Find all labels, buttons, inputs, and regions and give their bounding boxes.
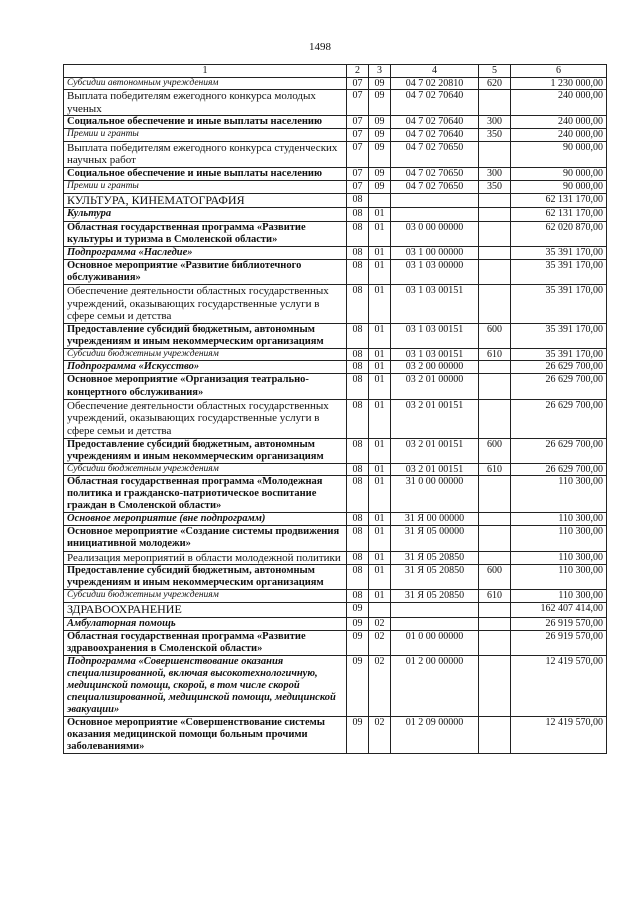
row-target-cell: 03 2 01 00000 — [391, 374, 479, 399]
row-type-cell — [479, 374, 511, 399]
row-target-cell: 31 Я 05 00000 — [391, 526, 479, 551]
row-type-cell: 600 — [479, 565, 511, 590]
table-row — [64, 193, 607, 208]
table-row — [64, 717, 607, 754]
row-amount-cell: 90 000,00 — [511, 141, 607, 167]
row-section-cell: 08 — [347, 221, 369, 246]
table-row — [64, 361, 607, 374]
row-subsection-cell: 01 — [369, 323, 391, 348]
row-type-cell: 610 — [479, 590, 511, 603]
table-row — [64, 630, 607, 655]
column-header-type: 5 — [479, 65, 511, 78]
table-row — [64, 602, 607, 617]
row-subsection-cell: 09 — [369, 116, 391, 129]
row-target-cell: 04 7 02 70640 — [391, 90, 479, 116]
row-section-cell: 09 — [347, 630, 369, 655]
row-target-cell: 03 2 01 00151 — [391, 463, 479, 476]
row-type-cell — [479, 602, 511, 617]
row-section-cell: 08 — [347, 361, 369, 374]
table-row — [64, 565, 607, 590]
row-target-cell: 31 0 00 00000 — [391, 476, 479, 513]
row-amount-cell: 26 919 570,00 — [511, 617, 607, 630]
row-amount-cell: 26 919 570,00 — [511, 630, 607, 655]
row-type-cell — [479, 208, 511, 221]
row-name-cell: Субсидии бюджетным учреждениям — [64, 463, 347, 476]
row-type-cell: 610 — [479, 463, 511, 476]
row-name-cell: Подпрограмма «Искусство» — [64, 361, 347, 374]
row-target-cell: 04 7 02 70650 — [391, 141, 479, 167]
table-row — [64, 526, 607, 551]
table-body — [64, 77, 607, 754]
budget-table — [63, 64, 607, 754]
row-name-cell: Основное мероприятие (вне подпрограмм) — [64, 513, 347, 526]
row-amount-cell: 162 407 414,00 — [511, 602, 607, 617]
row-target-cell: 31 Я 05 20850 — [391, 551, 479, 565]
table-row — [64, 655, 607, 716]
table-row — [64, 617, 607, 630]
table-row — [64, 221, 607, 246]
row-section-cell: 07 — [347, 181, 369, 194]
row-section-cell: 07 — [347, 168, 369, 181]
row-target-cell: 03 2 01 00151 — [391, 438, 479, 463]
row-target-cell: 03 2 01 00151 — [391, 399, 479, 438]
row-amount-cell: 26 629 700,00 — [511, 361, 607, 374]
row-amount-cell: 35 391 170,00 — [511, 259, 607, 284]
row-type-cell — [479, 617, 511, 630]
row-subsection-cell — [369, 193, 391, 208]
row-section-cell: 08 — [347, 438, 369, 463]
row-section-cell: 08 — [347, 246, 369, 259]
row-section-cell: 08 — [347, 259, 369, 284]
table-row — [64, 399, 607, 438]
row-type-cell — [479, 655, 511, 716]
row-subsection-cell: 01 — [369, 526, 391, 551]
row-amount-cell: 26 629 700,00 — [511, 374, 607, 399]
row-section-cell: 07 — [347, 116, 369, 129]
row-name-cell: Предоставление субсидий бюджетным, автономным учреждениям и иным некоммерческим организациям — [64, 565, 347, 590]
row-subsection-cell: 02 — [369, 717, 391, 754]
row-type-cell: 620 — [479, 77, 511, 90]
row-name-cell: Областная государственная программа «Развитие культуры и туризма в Смоленской области» — [64, 221, 347, 246]
row-amount-cell: 110 300,00 — [511, 476, 607, 513]
row-subsection-cell: 01 — [369, 590, 391, 603]
row-subsection-cell: 01 — [369, 221, 391, 246]
table-row — [64, 181, 607, 194]
table-row — [64, 284, 607, 323]
row-subsection-cell: 01 — [369, 565, 391, 590]
row-amount-cell: 240 000,00 — [511, 90, 607, 116]
column-header-subsection: 3 — [369, 65, 391, 78]
row-name-cell: Предоставление субсидий бюджетным, автономным учреждениям и иным некоммерческим организациям — [64, 438, 347, 463]
row-target-cell: 01 2 00 00000 — [391, 655, 479, 716]
row-amount-cell: 110 300,00 — [511, 526, 607, 551]
row-subsection-cell: 09 — [369, 181, 391, 194]
row-amount-cell: 12 419 570,00 — [511, 655, 607, 716]
row-name-cell: Культура — [64, 208, 347, 221]
row-section-cell: 09 — [347, 717, 369, 754]
row-target-cell: 31 Я 05 20850 — [391, 565, 479, 590]
row-target-cell: 04 7 02 70650 — [391, 168, 479, 181]
row-amount-cell: 62 131 170,00 — [511, 208, 607, 221]
row-section-cell: 08 — [347, 565, 369, 590]
row-type-cell: 300 — [479, 116, 511, 129]
row-subsection-cell: 09 — [369, 168, 391, 181]
row-amount-cell: 110 300,00 — [511, 565, 607, 590]
row-section-cell: 08 — [347, 463, 369, 476]
row-target-cell: 01 0 00 00000 — [391, 630, 479, 655]
row-subsection-cell: 01 — [369, 246, 391, 259]
row-type-cell: 350 — [479, 129, 511, 142]
row-type-cell — [479, 193, 511, 208]
row-subsection-cell: 02 — [369, 655, 391, 716]
row-name-cell: Обеспечение деятельности областных государственных учреждений, оказывающих государственные услуги в сфере семьи и детства — [64, 284, 347, 323]
row-name-cell: Областная государственная программа «Молодежная политика и гражданско-патриотическое воспитание граждан в Смоленской области» — [64, 476, 347, 513]
row-target-cell: 03 1 03 00151 — [391, 348, 479, 361]
table-row — [64, 129, 607, 142]
row-section-cell: 08 — [347, 590, 369, 603]
row-type-cell: 600 — [479, 438, 511, 463]
row-section-cell: 08 — [347, 208, 369, 221]
row-name-cell: Выплата победителям ежегодного конкурса молодых ученых — [64, 90, 347, 116]
table-row — [64, 90, 607, 116]
row-name-cell: Основное мероприятие «Совершенствование системы оказания медицинской помощи больным прочими заболеваниями» — [64, 717, 347, 754]
row-amount-cell: 26 629 700,00 — [511, 438, 607, 463]
row-target-cell: 31 Я 05 20850 — [391, 590, 479, 603]
row-type-cell: 350 — [479, 181, 511, 194]
row-target-cell: 03 1 00 00000 — [391, 246, 479, 259]
row-subsection-cell: 01 — [369, 361, 391, 374]
row-amount-cell: 35 391 170,00 — [511, 246, 607, 259]
row-type-cell — [479, 399, 511, 438]
row-subsection-cell: 01 — [369, 513, 391, 526]
row-section-cell: 07 — [347, 129, 369, 142]
row-amount-cell: 110 300,00 — [511, 513, 607, 526]
row-type-cell — [479, 630, 511, 655]
row-amount-cell: 90 000,00 — [511, 181, 607, 194]
row-target-cell: 03 1 03 00151 — [391, 323, 479, 348]
row-section-cell: 07 — [347, 141, 369, 167]
row-type-cell — [479, 221, 511, 246]
table-row — [64, 438, 607, 463]
row-name-cell: Основное мероприятие «Создание системы продвижения инициативной молодежи» — [64, 526, 347, 551]
row-target-cell: 04 7 02 70640 — [391, 116, 479, 129]
row-name-cell: ЗДРАВООХРАНЕНИЕ — [64, 602, 347, 617]
row-subsection-cell: 01 — [369, 259, 391, 284]
row-target-cell: 31 Я 00 00000 — [391, 513, 479, 526]
row-subsection-cell — [369, 602, 391, 617]
table-row — [64, 77, 607, 90]
row-section-cell: 08 — [347, 526, 369, 551]
table-row — [64, 590, 607, 603]
row-name-cell: Предоставление субсидий бюджетным, автономным учреждениям и иным некоммерческим организациям — [64, 323, 347, 348]
row-type-cell — [479, 526, 511, 551]
table-row — [64, 348, 607, 361]
row-target-cell: 04 7 02 70650 — [391, 181, 479, 194]
row-section-cell: 08 — [347, 348, 369, 361]
row-amount-cell: 35 391 170,00 — [511, 348, 607, 361]
row-subsection-cell: 01 — [369, 551, 391, 565]
row-type-cell — [479, 551, 511, 565]
row-amount-cell: 62 020 870,00 — [511, 221, 607, 246]
row-type-cell — [479, 476, 511, 513]
row-subsection-cell: 09 — [369, 77, 391, 90]
row-name-cell: Основное мероприятие «Организация театрально-концертного обслуживания» — [64, 374, 347, 399]
row-name-cell: Социальное обеспечение и иные выплаты населению — [64, 168, 347, 181]
row-name-cell: Амбулаторная помощь — [64, 617, 347, 630]
table-row — [64, 246, 607, 259]
row-name-cell: Основное мероприятие «Развитие библиотечного обслуживания» — [64, 259, 347, 284]
row-name-cell: Подпрограмма «Наследие» — [64, 246, 347, 259]
table-row — [64, 259, 607, 284]
row-name-cell: Областная государственная программа «Развитие здравоохранения в Смоленской области» — [64, 630, 347, 655]
row-target-cell: 04 7 02 20810 — [391, 77, 479, 90]
row-section-cell: 09 — [347, 602, 369, 617]
table-row — [64, 168, 607, 181]
row-subsection-cell: 01 — [369, 476, 391, 513]
table-row — [64, 323, 607, 348]
row-type-cell — [479, 361, 511, 374]
row-target-cell: 03 1 03 00000 — [391, 259, 479, 284]
row-amount-cell: 240 000,00 — [511, 116, 607, 129]
row-type-cell: 600 — [479, 323, 511, 348]
row-target-cell: 03 2 00 00000 — [391, 361, 479, 374]
row-type-cell: 300 — [479, 168, 511, 181]
row-amount-cell: 1 230 000,00 — [511, 77, 607, 90]
row-section-cell: 08 — [347, 323, 369, 348]
row-target-cell: 03 0 00 00000 — [391, 221, 479, 246]
row-amount-cell: 240 000,00 — [511, 129, 607, 142]
row-name-cell: Реализация мероприятий в области молодежной политики — [64, 551, 347, 565]
row-subsection-cell: 09 — [369, 129, 391, 142]
row-name-cell: Субсидии бюджетным учреждениям — [64, 348, 347, 361]
row-type-cell — [479, 141, 511, 167]
table-row — [64, 551, 607, 565]
row-section-cell: 08 — [347, 284, 369, 323]
row-target-cell — [391, 602, 479, 617]
table-row — [64, 208, 607, 221]
column-header-amount: 6 — [511, 65, 607, 78]
row-type-cell — [479, 717, 511, 754]
row-subsection-cell: 01 — [369, 208, 391, 221]
row-target-cell — [391, 208, 479, 221]
row-section-cell: 09 — [347, 655, 369, 716]
row-target-cell: 03 1 03 00151 — [391, 284, 479, 323]
row-subsection-cell: 09 — [369, 90, 391, 116]
table-row — [64, 116, 607, 129]
row-name-cell: Премии и гранты — [64, 129, 347, 142]
column-header-section: 2 — [347, 65, 369, 78]
row-type-cell — [479, 90, 511, 116]
row-subsection-cell: 01 — [369, 463, 391, 476]
table-header-row — [64, 65, 607, 78]
row-section-cell: 07 — [347, 90, 369, 116]
row-subsection-cell: 02 — [369, 617, 391, 630]
row-subsection-cell: 01 — [369, 284, 391, 323]
row-name-cell: КУЛЬТУРА, КИНЕМАТОГРАФИЯ — [64, 193, 347, 208]
table-row — [64, 141, 607, 167]
row-type-cell: 610 — [479, 348, 511, 361]
row-subsection-cell: 01 — [369, 374, 391, 399]
row-subsection-cell: 01 — [369, 399, 391, 438]
row-type-cell — [479, 284, 511, 323]
row-amount-cell: 35 391 170,00 — [511, 323, 607, 348]
column-header-target: 4 — [391, 65, 479, 78]
row-name-cell: Обеспечение деятельности областных государственных учреждений, оказывающих государственные услуги в сфере семьи и детства — [64, 399, 347, 438]
row-type-cell — [479, 259, 511, 284]
row-section-cell: 08 — [347, 551, 369, 565]
row-amount-cell: 12 419 570,00 — [511, 717, 607, 754]
row-subsection-cell: 01 — [369, 348, 391, 361]
row-amount-cell: 90 000,00 — [511, 168, 607, 181]
page-number: 1498 — [309, 41, 331, 53]
row-type-cell — [479, 246, 511, 259]
table-row — [64, 463, 607, 476]
row-target-cell — [391, 193, 479, 208]
row-section-cell: 08 — [347, 513, 369, 526]
row-amount-cell: 62 131 170,00 — [511, 193, 607, 208]
row-name-cell: Социальное обеспечение и иные выплаты населению — [64, 116, 347, 129]
row-section-cell: 09 — [347, 617, 369, 630]
row-section-cell: 08 — [347, 193, 369, 208]
row-amount-cell: 26 629 700,00 — [511, 399, 607, 438]
row-section-cell: 08 — [347, 399, 369, 438]
row-section-cell: 08 — [347, 476, 369, 513]
row-type-cell — [479, 513, 511, 526]
row-name-cell: Выплата победителям ежегодного конкурса студенческих научных работ — [64, 141, 347, 167]
table-row — [64, 476, 607, 513]
row-section-cell: 08 — [347, 374, 369, 399]
row-amount-cell: 26 629 700,00 — [511, 463, 607, 476]
row-section-cell: 07 — [347, 77, 369, 90]
row-subsection-cell: 02 — [369, 630, 391, 655]
table-row — [64, 513, 607, 526]
row-name-cell: Субсидии бюджетным учреждениям — [64, 590, 347, 603]
row-target-cell: 04 7 02 70640 — [391, 129, 479, 142]
row-target-cell — [391, 617, 479, 630]
row-subsection-cell: 01 — [369, 438, 391, 463]
row-name-cell: Подпрограмма «Совершенствование оказания специализированной, включая высокотехнологичную, медицинской помощи, скорой, в том числе скорой специализированной, медицинской помощи, медицинской эвакуации» — [64, 655, 347, 716]
row-subsection-cell: 09 — [369, 141, 391, 167]
row-amount-cell: 110 300,00 — [511, 590, 607, 603]
row-amount-cell: 35 391 170,00 — [511, 284, 607, 323]
table-row — [64, 374, 607, 399]
row-name-cell: Премии и гранты — [64, 181, 347, 194]
row-name-cell: Субсидии автономным учреждениям — [64, 77, 347, 90]
row-amount-cell: 110 300,00 — [511, 551, 607, 565]
column-header-name: 1 — [64, 65, 347, 78]
row-target-cell: 01 2 09 00000 — [391, 717, 479, 754]
